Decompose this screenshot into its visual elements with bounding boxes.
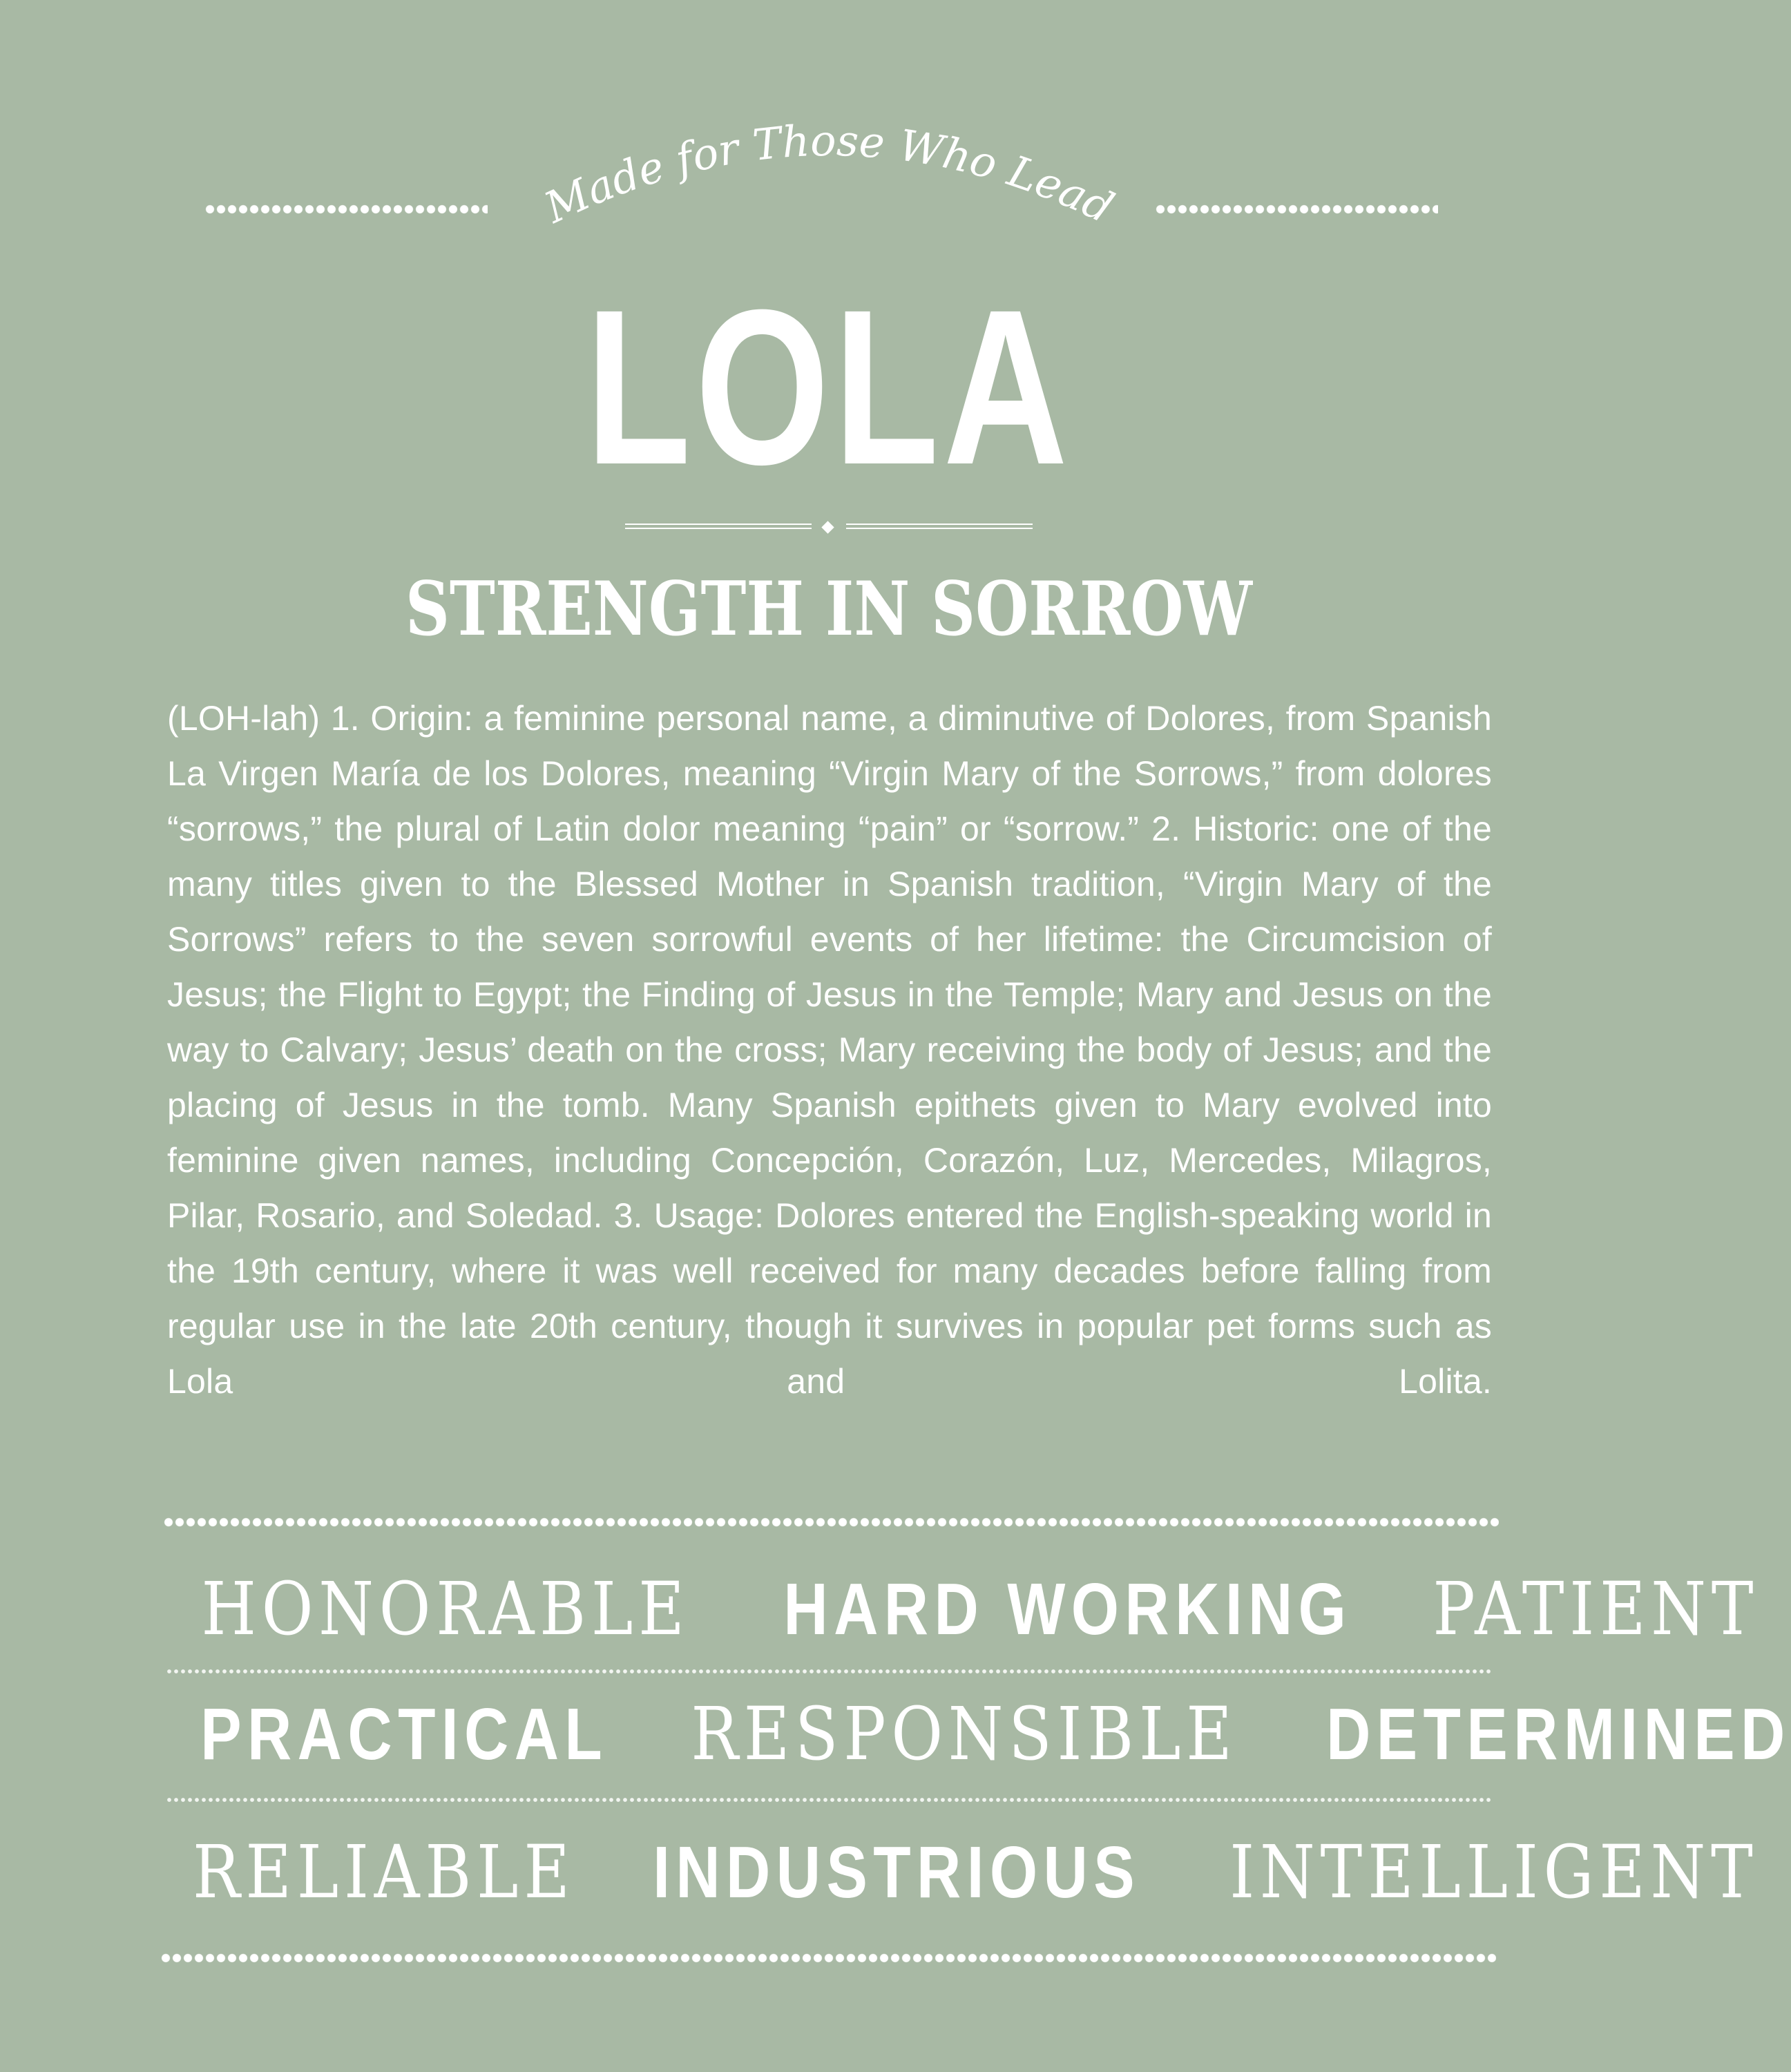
trait-word: PRACTICAL <box>200 1694 609 1775</box>
trait-row-3 <box>162 1830 1759 1915</box>
definition-paragraph: (LOH-lah) 1. Origin: a feminine personal name, a diminutive of Dolores, from Spanish La Virgen María de los Dolores, meaning “Virgin Mary of the Sorrows,” from dolores “sorrows,” the plural of Latin dolor meaning “pain” or “sorrow.” 2. Historic: one of the many titles given to the Blessed Mother in Spanish tradition, “Virgin Mary of the Sorrows” refers to the seven sorrowful events of her lifetime: the Circumcision of Jesus; the Flight to Egypt; the Finding of Jesus in the Temple; Mary and Jesus on the way to Calvary; Jesus’ death on the cross; Mary receiving the body of Jesus; and the placing of Jesus in the tomb. Many Spanish epithets given to Mary evolved into feminine given names, including Concepción, Corazón, Luz, Mercedes, Milagros, Pilar, Rosario, and Soledad. 3. Usage: Dolores entered the English-speaking world in the 19th century, where it was well received for many decades before falling from regular use in the late 20th century, though it survives in popular pet forms such as Lola and Lolita. <box>167 699 1492 1401</box>
top-left-dotted-rule <box>204 204 488 215</box>
tagline-arc <box>537 115 1122 235</box>
svg-text:Made for Those Who Lead <box>536 115 1121 233</box>
trait-word: PATIENT <box>1433 1566 1759 1651</box>
tagline: Made for Those Who Lead <box>537 115 1122 233</box>
divider-line-left <box>625 524 812 529</box>
trait-row-2 <box>162 1691 1791 1776</box>
ornamental-divider <box>625 521 1033 535</box>
trait-separator-1 <box>166 1669 1492 1674</box>
trait-separator-2 <box>166 1797 1492 1803</box>
top-right-dotted-rule <box>1155 204 1438 215</box>
name-title: LOLA <box>585 263 1073 510</box>
traits-bottom-dotted-rule <box>160 1953 1496 1964</box>
trait-word: RESPONSIBLE <box>691 1691 1238 1776</box>
divider-line-right <box>846 524 1033 529</box>
trait-row-1 <box>162 1566 1759 1651</box>
trait-word: RELIABLE <box>193 1830 575 1915</box>
trait-word: HONORABLE <box>201 1566 690 1651</box>
name-meaning-subtitle: STRENGTH IN SORROW <box>405 566 1253 653</box>
trait-word: DETERMINED <box>1326 1694 1791 1775</box>
diamond-ornament-icon <box>821 521 834 533</box>
trait-word: INTELLIGENT <box>1229 1830 1759 1915</box>
traits-top-dotted-rule <box>163 1517 1499 1528</box>
trait-word: INDUSTRIOUS <box>652 1832 1140 1913</box>
trait-word: HARD WORKING <box>783 1569 1352 1650</box>
